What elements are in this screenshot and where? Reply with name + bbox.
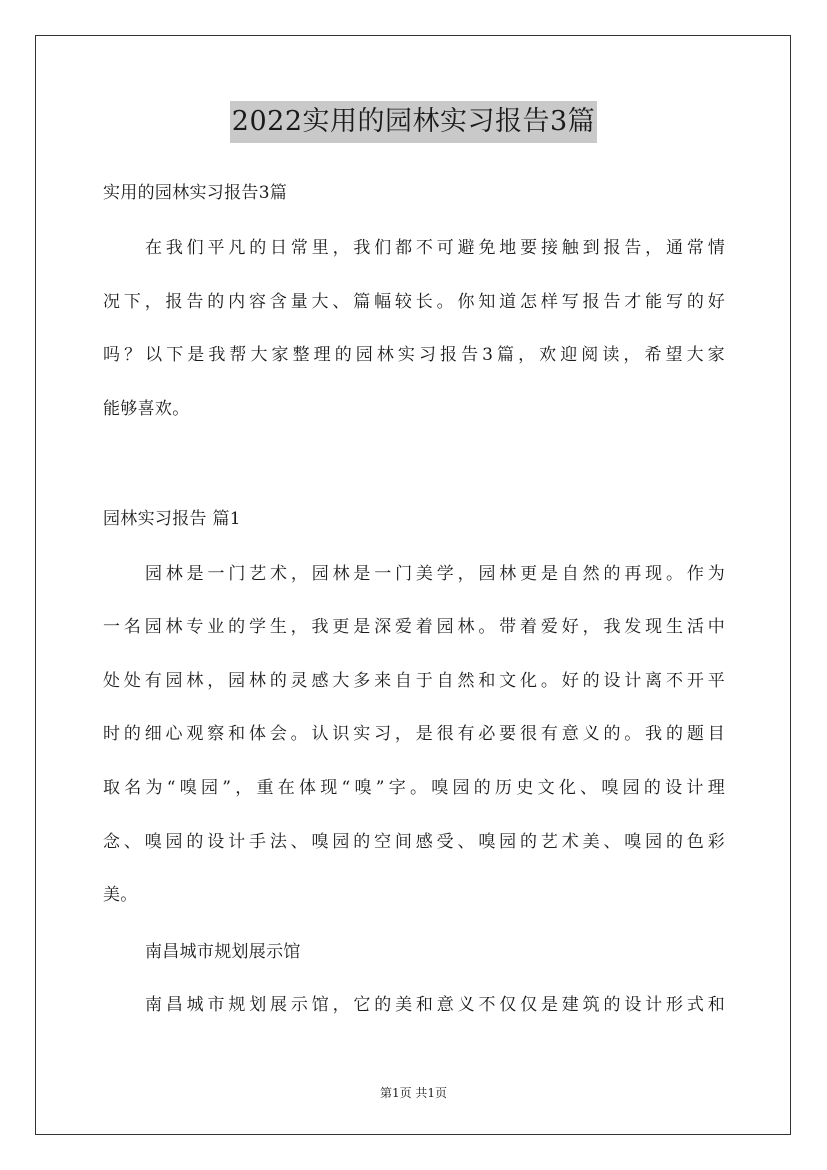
document-title: 2022实用的园林实习报告3篇 <box>230 101 597 143</box>
intro-line-4: 能够喜欢。 <box>103 399 190 419</box>
intro-line-2: 况下，报告的内容含量大、篇幅较长。你知道怎样写报告才能写的好 <box>103 292 725 312</box>
intro-line-3: 吗？以下是我帮大家整理的园林实习报告3篇，欢迎阅读，希望大家 <box>103 345 725 365</box>
title-container <box>0 101 827 143</box>
body-line-4: 时的细心观察和体会。认识实习，是很有必要很有意义的。我的题目 <box>103 724 725 744</box>
body-line-7: 美。 <box>103 885 138 905</box>
body-line-5: 取名为“嗅园”，重在体现“嗅”字。嗅园的历史文化、嗅园的设计理 <box>103 778 725 798</box>
page-footer: 第1页 共1页 <box>379 1086 448 1100</box>
body-line-2: 一名园林专业的学生，我更是深爱着园林。带着爱好，我发现生活中 <box>103 617 725 637</box>
body-line-3: 处处有园林，园林的灵感大多来自于自然和文化。好的设计离不开平 <box>103 671 725 691</box>
body-line-6: 念、嗅园的设计手法、嗅园的空间感受、嗅园的艺术美、嗅园的色彩 <box>103 832 725 852</box>
section-heading: 园林实习报告 篇1 <box>103 509 241 529</box>
subheading: 南昌城市规划展示馆 <box>145 942 301 962</box>
intro-line-1: 在我们平凡的日常里，我们都不可避免地要接触到报告，通常情 <box>145 238 725 258</box>
body-line-1: 园林是一门艺术，园林是一门美学，园林更是自然的再现。作为 <box>145 564 725 584</box>
last-line: 南昌城市规划展示馆，它的美和意义不仅仅是建筑的设计形式和 <box>145 995 725 1015</box>
document-subtitle: 实用的园林实习报告3篇 <box>103 183 288 203</box>
